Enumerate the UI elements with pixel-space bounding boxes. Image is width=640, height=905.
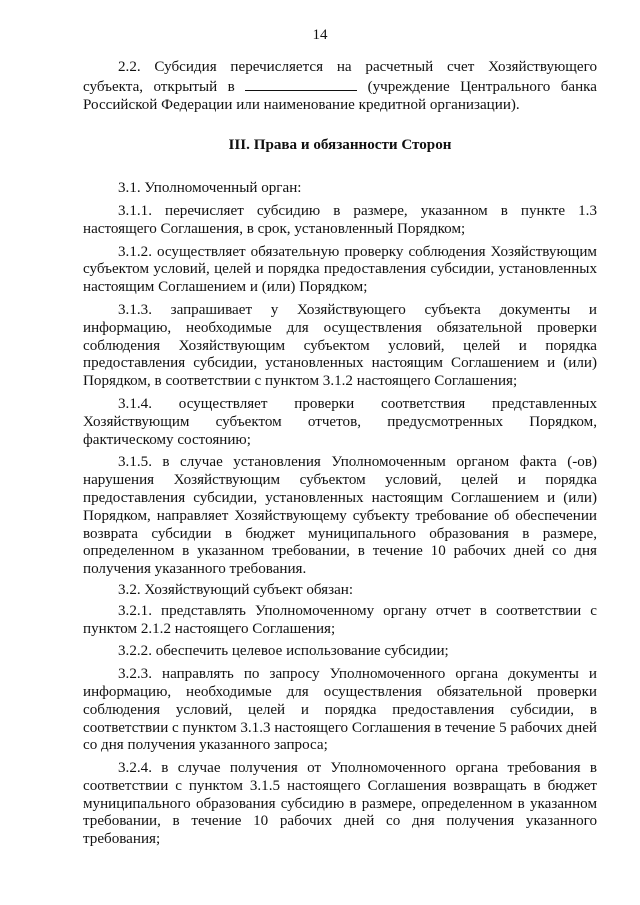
paragraph-3-2-2: 3.2.2. обеспечить целевое использование субсидии; (118, 643, 449, 660)
section-heading: III. Права и обязанности Сторон (228, 137, 452, 154)
paragraph-2-2 (83, 59, 597, 114)
paragraph-3-1-3: 3.1.3. запрашивает у Хозяйствующего субъекта документы и информацию, необходимые для осуществления обязательной проверки соблюдения Хозяйствующим субъектом условий, целей и порядка предоставления субсидии, установленных настоящим Соглашением и (или) Порядком, в соответствии с пунктом 3.1.2 настоящего Соглашения; (83, 301, 597, 390)
paragraph-2-2-text-after: (учреждение Центрального банка Российской Федерации или наименование кредитной организации). (83, 78, 597, 113)
page-number: 14 (312, 27, 328, 43)
paragraph-3-1-2: 3.1.2. осуществляет обязательную проверку соблюдения Хозяйствующим субъектом условий, целей и порядка предоставления субсидии, установленных настоящим Соглашением и (или) Порядком; (83, 243, 597, 296)
paragraph-3-1-4: 3.1.4. осуществляет проверки соответствия представленных Хозяйствующим субъектом отчетов, предусмотренных Порядком, фактическому состоянию; (83, 395, 597, 448)
paragraph-2-2-text-before: 2.2. Субсидия перечисляется на расчетный счет Хозяйствующего субъекта, открытый в (83, 59, 597, 95)
paragraph-3-1: 3.1. Уполномоченный орган: (118, 180, 302, 197)
paragraph-3-2-4: 3.2.4. в случае получения от Уполномоченного органа требования в соответствии с пунктом 3.1.5 настоящего Соглашения возвращать в бюджет муниципального образования субсидию в размере, определенном в указанном требовании, в течение 10 рабочих дней со дня получения указанного требования; (83, 760, 597, 848)
paragraph-3-1-5: 3.1.5. в случае установления Уполномоченным органом факта (-ов) нарушения Хозяйствующим субъектом условий, целей и порядка предоставления субсидии, установленных настоящим Соглашением и (или) Порядком, направляет Хозяйствующему субъекту требование об обеспечении возврата субсидии в бюджет муниципального образования в размере, определенном в указанном требовании, в течение 10 рабочих дней со дня получения указанного требования. (83, 454, 597, 578)
paragraph-3-2-3: 3.2.3. направлять по запросу Уполномоченного органа документы и информацию, необходимые для осуществления обязательной проверки соблюдения условий, целей и порядка предоставления субсидии, в соответствии с пунктом 3.1.3 настоящего Соглашения в течение 5 рабочих дней со дня получения указанного запроса; (83, 666, 597, 754)
paragraph-3-2-1: 3.2.1. представлять Уполномоченному органу отчет в соответствии с пунктом 2.1.2 настоящего Соглашения; (83, 602, 597, 637)
paragraph-3-2: 3.2. Хозяйствующий субъект обязан: (118, 581, 354, 598)
paragraph-3-1-1: 3.1.1. перечисляет субсидию в размере, указанном в пункте 1.3 настоящего Соглашения, в срок, установленный Порядком; (83, 202, 597, 237)
document-body (83, 59, 597, 849)
blank-fill-line (245, 77, 357, 91)
